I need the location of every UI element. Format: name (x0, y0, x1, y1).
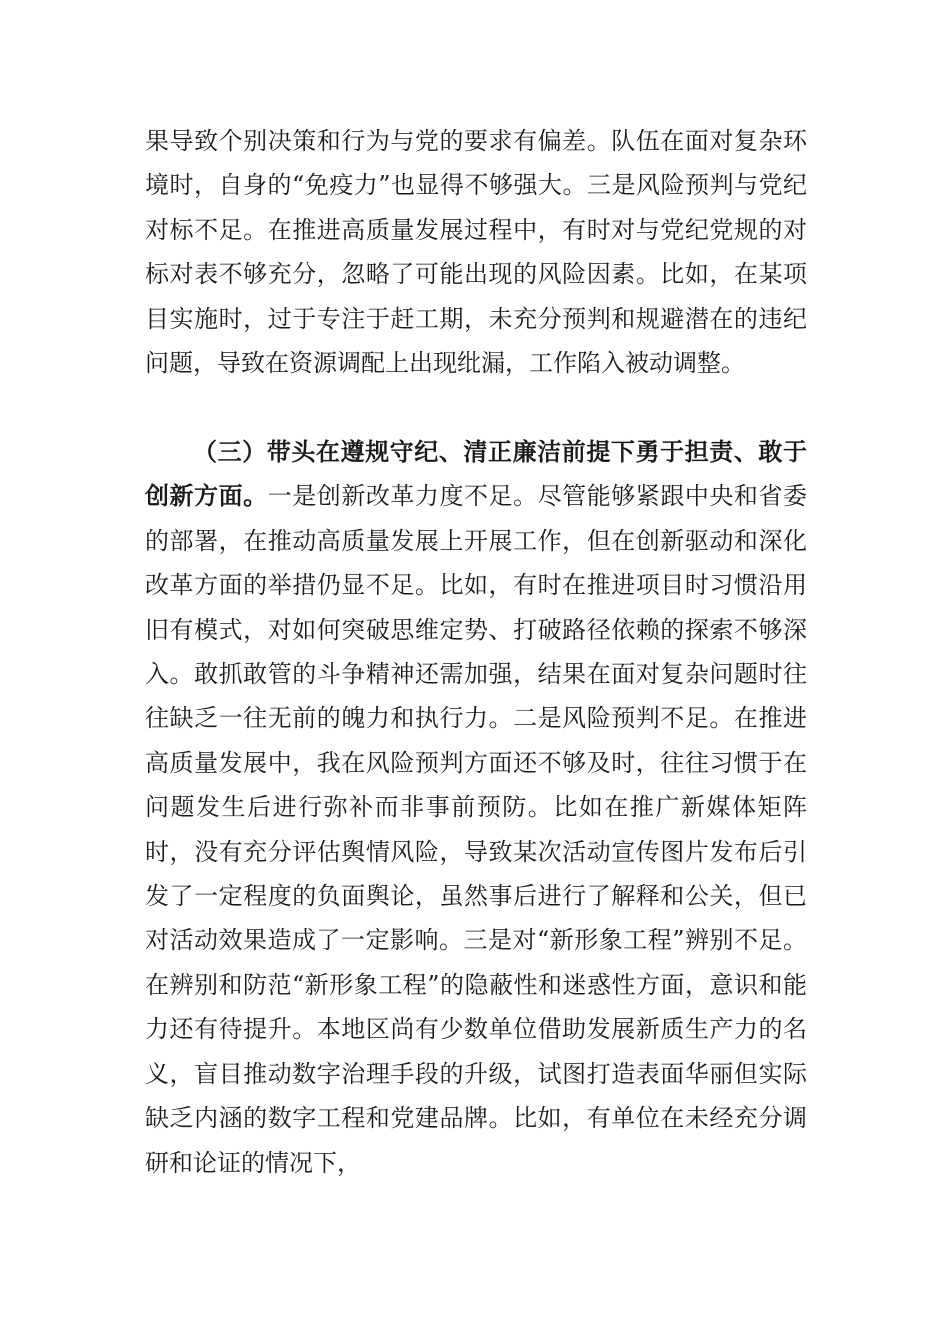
section-heading-three: （三）带头在遵规守纪、清正廉洁前提下勇于担责、敢于创新方面。 (145, 437, 807, 511)
body-paragraph-section-three (145, 430, 807, 1185)
section-three-body-text: 一是创新改革力度不足。尽管能够紧跟中央和省委的部署，在推动高质量发展上开展工作，但在创新驱动和深化改革方面的举措仍显不足。比如，有时在推进项目时习惯沿用旧有模式，对如何突破思维定势、打破路径依赖的探索不够深入。敢抓敢管的斗争精神还需加强，结果在面对复杂问题时往往缺乏一往无前的魄力和执行力。二是风险预判不足。在推进高质量发展中，我在风险预判方面还不够及时，往往习惯于在问题发生后进行弥补而非事前预防。比如在推广新媒体矩阵时，没有充分评估舆情风险，导致某次活动宣传图片发布后引发了一定程度的负面舆论，虽然事后进行了解释和公关，但已对活动效果造成了一定影响。三是对“新形象工程”辨别不足。在辨别和防范“新形象工程”的隐蔽性和迷惑性方面，意识和能力还有待提升。本地区尚有少数单位借助发展新质生产力的名义，盲目推动数字治理手段的升级，试图打造表面华丽但实际缺乏内涵的数字工程和党建品牌。比如，有单位在未经充分调研和论证的情况下， (145, 482, 808, 1177)
body-paragraph-continued: 果导致个别决策和行为与党的要求有偏差。队伍在面对复杂环境时，自身的“免疫力”也显得不够强大。三是风险预判与党纪对标不足。在推进高质量发展过程中，有时对与党纪党规的对标对表不够充分，忽略了可能出现的风险因素。比如，在某项目实施时，过于专注于赶工期，未充分预判和规避潜在的违纪问题，导致在资源调配上出现纰漏，工作陷入被动调整。 (145, 127, 807, 378)
